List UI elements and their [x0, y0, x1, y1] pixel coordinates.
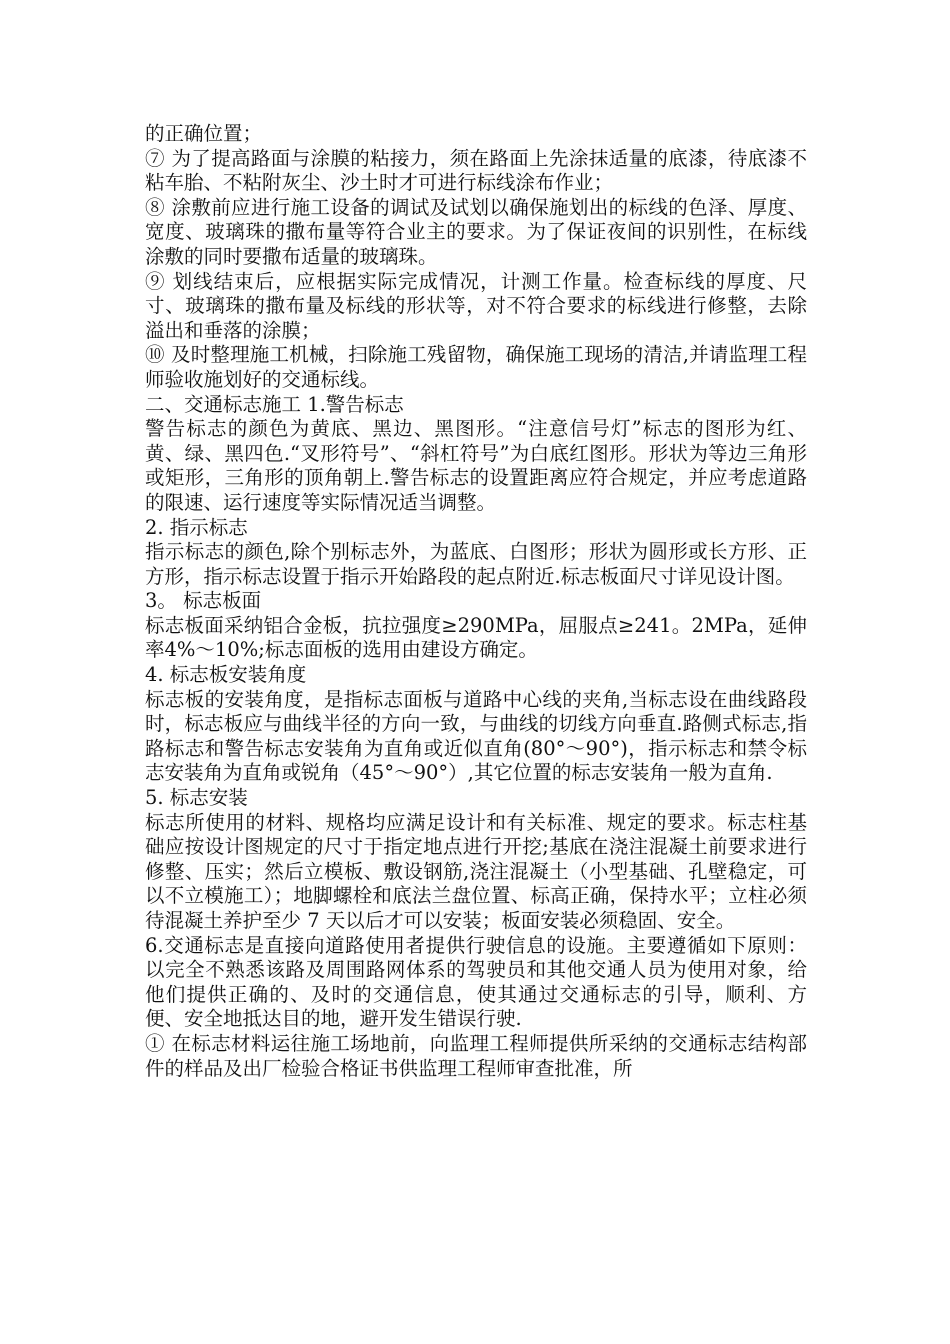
section-heading: 二、交通标志施工 1.警告标志: [145, 392, 404, 416]
paragraph: ⑨ 划线结束后，应根据实际完成情况，计测工作量。检查标线的厚度、尺寸、玻璃珠的撒布量及标线的形状等，对不符合要求的标线进行修整，去除溢出和垂落的涂膜；: [145, 269, 807, 342]
section-heading: 4. 标志板安装角度: [145, 663, 307, 687]
paragraph: 标志板的安装角度，是指标志面板与道路中心线的夹角,当标志设在曲线路段时，标志板应与曲线半径的方向一致，与曲线的切线方向垂直.路侧式标志,指路标志和警告标志安装角为直角或近似直角(80°～90°)，指示标志和禁令标志安装角为直角或锐角（45°～90°）,其它位置的标志安装角一般为直角.: [145, 687, 807, 785]
paragraph: ⑦ 为了提高路面与涂膜的粘接力，须在路面上先涂抹适量的底漆，待底漆不粘车胎、不粘附灰尘、沙土时才可进行标线涂布作业；: [145, 146, 807, 195]
paragraph: ① 在标志材料运往施工场地前，向监理工程师提供所采纳的交通标志结构部件的样品及出厂检验合格证书供监理工程师审查批准，所: [145, 1031, 807, 1080]
document-page: [145, 122, 807, 1081]
paragraph: 指示标志的颜色,除个别标志外，为蓝底、白图形；形状为圆形或长方形、正方形，指示标志设置于指示开始路段的起点附近.标志板面尺寸详见设计图。: [145, 540, 807, 588]
section-heading: 3。 标志板面: [145, 589, 262, 613]
paragraph: 警告标志的颜色为黄底、黑边、黑图形。“注意信号灯”标志的图形为红、黄、绿、黑四色.“叉形符号”、“斜杠符号”为白底红图形。形状为等边三角形或矩形，三角形的顶角朝上.警告标志的设置距离应符合规定，并应考虑道路的限速、运行速度等实际情况适当调整。: [145, 417, 807, 514]
paragraph: ⑩ 及时整理施工机械，扫除施工残留物，确保施工现场的清洁,并请监理工程师验收施划好的交通标线。: [145, 343, 807, 391]
paragraph: 标志板面采纳铝合金板，抗拉强度≥290MPa，屈服点≥241。2MPa，延伸率4%～10%;标志面板的选用由建设方确定。: [145, 613, 807, 662]
paragraph: 标志所使用的材料、规格均应满足设计和有关标准、规定的要求。标志柱基础应按设计图规定的尺寸于指定地点进行开挖;基底在浇注混凝土前要求进行修整、压实；然后立模板、敷设钢筋,浇注混凝土（小型基础、孔壁稳定，可以不立模施工）；地脚螺栓和底法兰盘位置、标高正确，保持水平；立柱必须待混凝土养护至少 7 天以后才可以安装；板面安装必须稳固、安全。: [145, 810, 807, 932]
paragraph: ⑧ 涂敷前应进行施工设备的调试及试划以确保施划出的标线的色泽、厚度、宽度、玻璃珠的撒布量等符合业主的要求。为了保证夜间的识别性，在标线涂敷的同时要撒布适量的玻璃珠。: [145, 195, 807, 268]
section-heading: 5. 标志安装: [145, 786, 248, 810]
paragraph: 的正确位置；: [145, 122, 263, 145]
section-heading: 2. 指示标志: [145, 515, 248, 539]
paragraph: 6.交通标志是直接向道路使用者提供行驶信息的设施。主要遵循如下原则：以完全不熟悉该路及周围路网体系的驾驶员和其他交通人员为使用对象，给他们提供正确的、及时的交通信息，使其通过交通标志的引导，顺利、方便、安全地抵达目的地，避开发生错误行驶.: [145, 933, 807, 1031]
